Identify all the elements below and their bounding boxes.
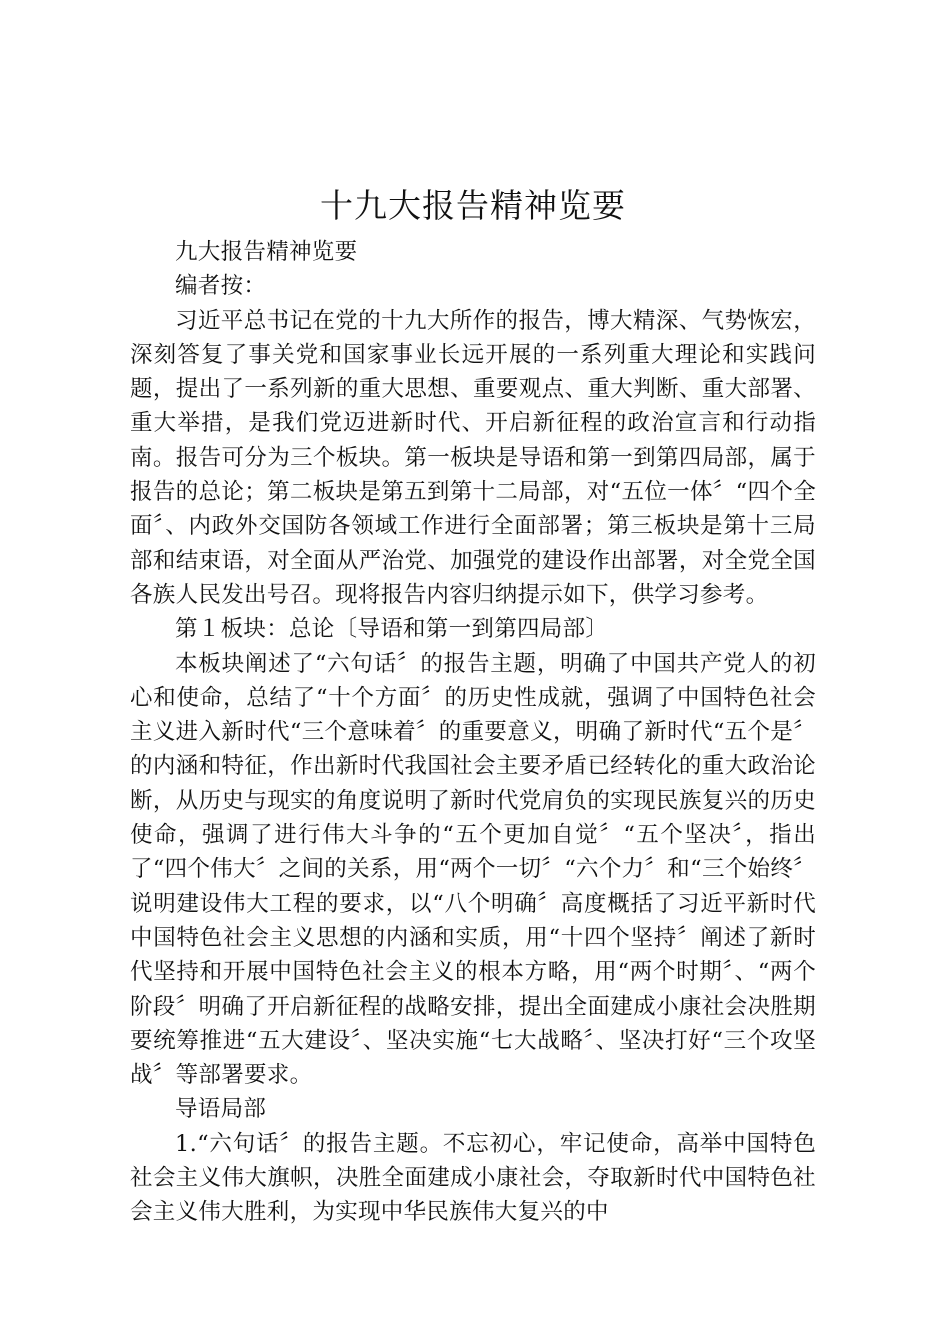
board-1-summary-paragraph: 本板块阐述了“六句话〞的报告主题，明确了中国共产党人的初心和使命，总结了“十个方面〞的历史性成就，强调了中国特色社会主义进入新时代“三个意味着〞的重要意义，明确了新时代“五个是〞的内涵和特征，作出新时代我国社会主要矛盾已经转化的重大政治论断，从历史与现实的角度说明了新时代党肩负的实现民族复兴的历史使命，强调了进行伟大斗争的“五个更加自觉〞“五个坚决〞，指出了“四个伟大〞之间的关系，用“两个一切〞“六个力〞和“三个始终〞说明建设伟大工程的要求，以“八个明确〞高度概括了习近平新时代中国特色社会主义思想的内涵和实质，用“十四个坚持〞阐述了新时代坚持和开展中国特色社会主义的根本方略，用“两个时期〞、“两个阶段〞明确了开启新征程的战略安排，提出全面建成小康社会决胜期要统筹推进“五大建设〞、坚决实施“七大战略〞、坚决打好“三个攻坚战〞等部署要求。 xyxy=(130,650,816,1089)
section-heading-board-1: 第１板块：总论〔导语和第一到第四局部〕 xyxy=(175,616,609,643)
editor-note-paragraph: 习近平总书记在党的十九大所作的报告，博大精深、气势恢宏，深刻答复了事关党和国家事业长远开展的一系列重大理论和实践问题，提出了一系列新的重大思想、重要观点、重大判断、重大部署、重大举措，是我们党迈进新时代、开启新征程的政治宣言和行动指南。报告可分为三个板块。第一板块是导语和第一到第四局部，属于报告的总论；第二板块是第五到第十二局部，对“五位一体〞“四个全面〞、内政外交国防各领域工作进行全面部署；第三板块是第十三局部和结束语，对全面从严治党、加强党的建设作出部署，对全党全国各族人民发出号召。现将报告内容归纳提示如下，供学习参考。 xyxy=(130,307,816,608)
subtitle-paragraph: 九大报告精神览要 xyxy=(175,239,358,265)
document-title: 十九大报告精神览要 xyxy=(320,186,626,225)
document-page xyxy=(130,183,816,1230)
editor-note-label: 编者按： xyxy=(175,273,267,300)
section-heading-preface: 导语局部 xyxy=(175,1096,267,1123)
preface-item-1-paragraph: 1.“六句话〞的报告主题。不忘初心，牢记使命，高举中国特色社会主义伟大旗帜，决胜全面建成小康社会，夺取新时代中国特色社会主义伟大胜利，为实现中华民族伟大复兴的中 xyxy=(130,1130,816,1226)
